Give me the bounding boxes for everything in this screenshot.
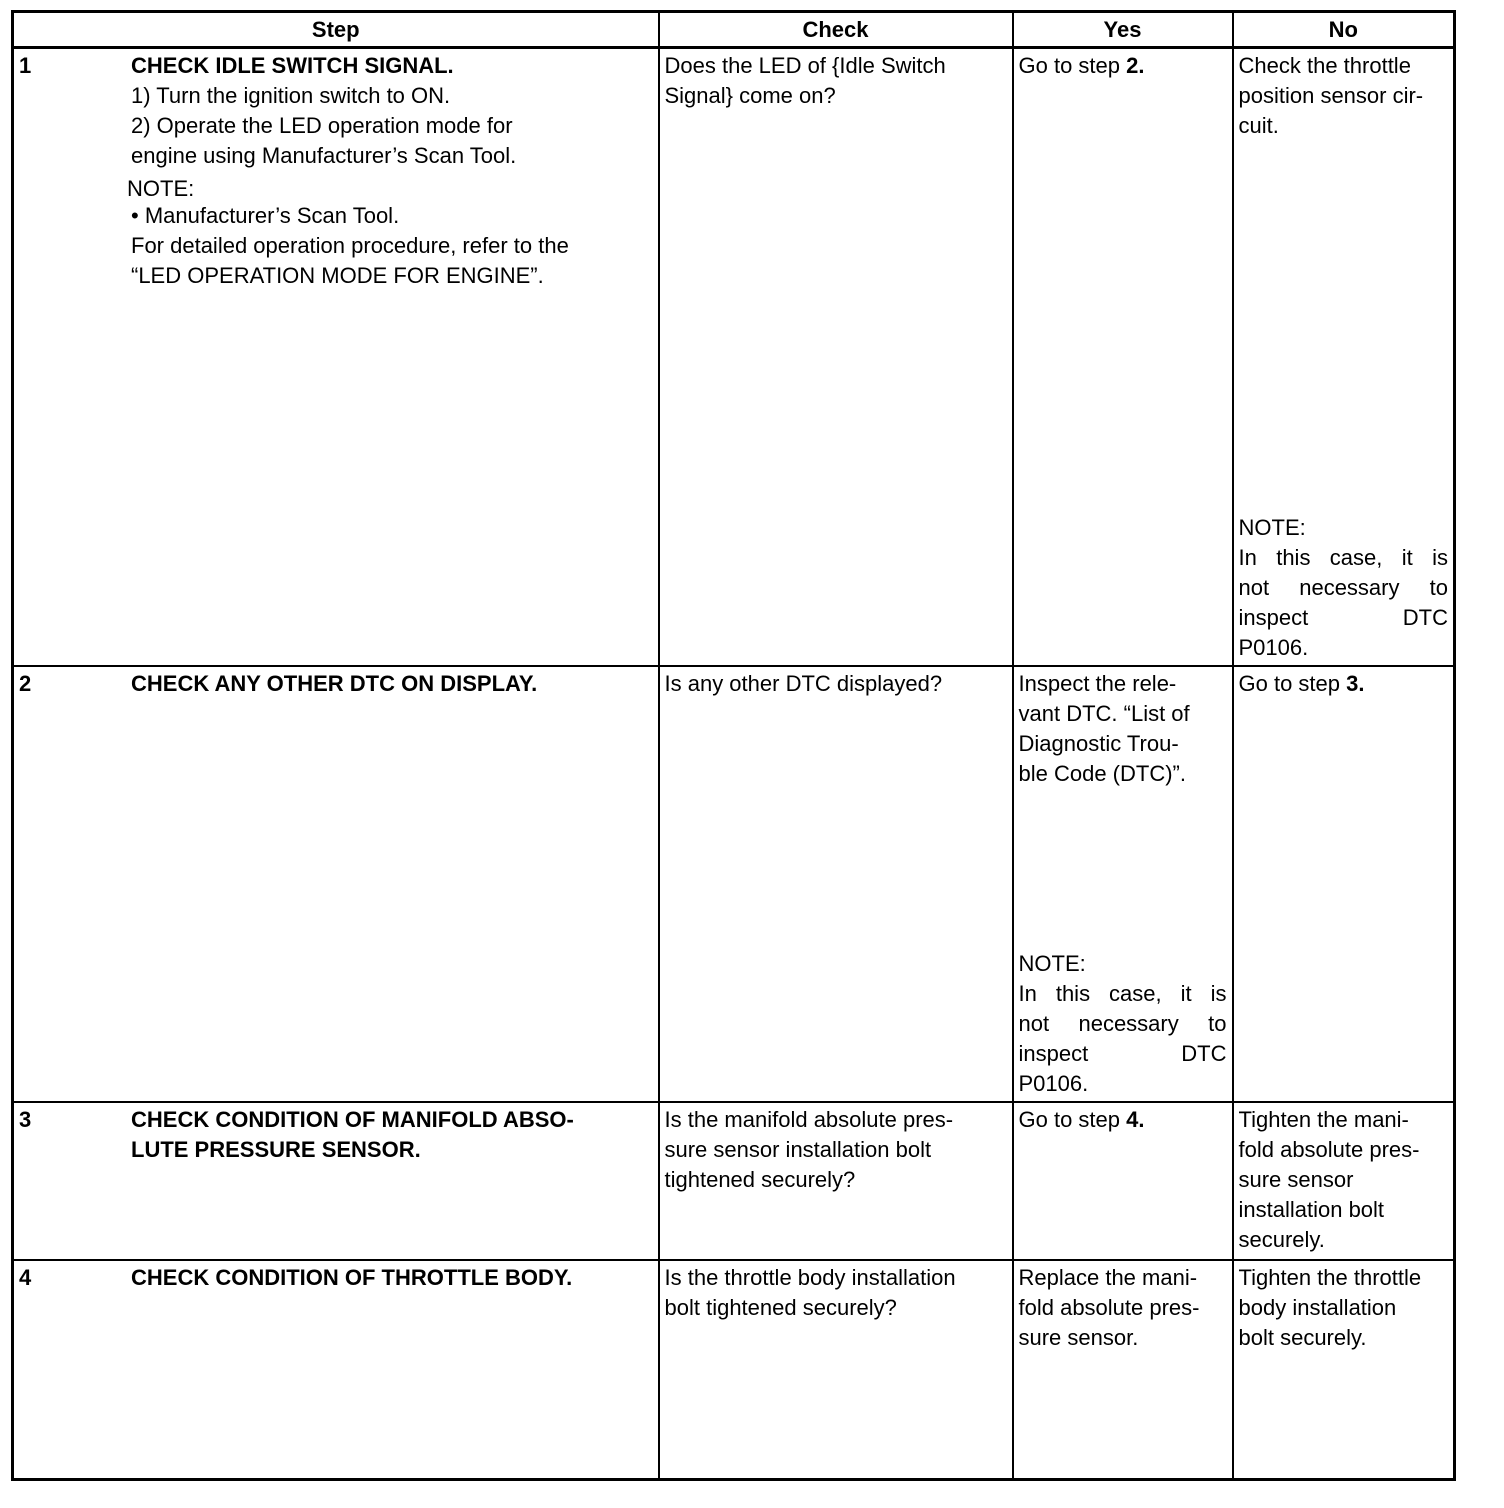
header-yes: Yes xyxy=(1013,12,1233,48)
note-text: P0106. xyxy=(1238,635,1309,660)
check-cell xyxy=(659,1260,1013,1480)
check-text: Is the throttle body installation xyxy=(664,1265,956,1290)
step-cell xyxy=(13,1102,659,1260)
no-text: installation bolt xyxy=(1238,1197,1385,1222)
no-text: body installation xyxy=(1238,1295,1397,1320)
no-text: sure sensor xyxy=(1238,1167,1354,1192)
yes-text: Replace the mani- xyxy=(1018,1265,1198,1290)
yes-step-ref: 4. xyxy=(1126,1107,1145,1132)
table-row xyxy=(13,1260,1455,1480)
check-text: Signal} come on? xyxy=(664,83,836,108)
note-label: NOTE: xyxy=(1238,515,1306,540)
note-text: P0106. xyxy=(1018,1071,1089,1096)
no-text: Tighten the throttle xyxy=(1238,1265,1422,1290)
step-number: 3 xyxy=(19,1107,32,1132)
no-text: position sensor cir- xyxy=(1238,83,1424,108)
no-cell xyxy=(1233,48,1455,667)
step-instruction: 2) Operate the LED operation mode for xyxy=(131,113,513,138)
step-number: 1 xyxy=(19,53,32,78)
yes-text: ble Code (DTC)”. xyxy=(1018,761,1186,786)
check-text: tightened securely? xyxy=(664,1167,856,1192)
no-cell xyxy=(1233,666,1455,1102)
check-text: bolt tightened securely? xyxy=(664,1295,897,1320)
yes-text: sure sensor. xyxy=(1018,1325,1139,1350)
step-number: 2 xyxy=(19,671,32,696)
no-text: fold absolute pres- xyxy=(1238,1137,1420,1162)
no-text: Check the throttle xyxy=(1238,53,1411,78)
step-title: LUTE PRESSURE SENSOR. xyxy=(131,1137,421,1162)
step-content xyxy=(131,1105,636,1165)
check-cell xyxy=(659,666,1013,1102)
note-text: not necessary to xyxy=(1018,1011,1227,1036)
step-content xyxy=(131,669,636,699)
check-cell xyxy=(659,1102,1013,1260)
step-content xyxy=(131,1263,636,1293)
check-text: Is any other DTC displayed? xyxy=(664,671,943,696)
yes-text: vant DTC. “List of xyxy=(1018,701,1190,726)
yes-note xyxy=(1019,949,1227,1099)
yes-text: Go to step xyxy=(1018,53,1127,78)
note-text: In this case, it is xyxy=(1238,545,1448,570)
no-note xyxy=(1239,513,1449,663)
step-title: CHECK ANY OTHER DTC ON DISPLAY. xyxy=(131,671,538,696)
note-text: In this case, it is xyxy=(1018,981,1227,1006)
no-text: Tighten the mani- xyxy=(1238,1107,1409,1132)
no-step-ref: 3. xyxy=(1346,671,1365,696)
yes-cell xyxy=(1013,48,1233,667)
yes-cell xyxy=(1013,1102,1233,1260)
no-text: cuit. xyxy=(1238,113,1279,138)
step-cell xyxy=(13,666,659,1102)
yes-text: fold absolute pres- xyxy=(1018,1295,1200,1320)
note-text: “LED OPERATION MODE FOR ENGINE”. xyxy=(131,263,544,288)
check-cell xyxy=(659,48,1013,667)
step-instruction: engine using Manufacturer’s Scan Tool. xyxy=(131,143,517,168)
step-title: CHECK IDLE SWITCH SIGNAL. xyxy=(131,53,454,78)
note-text: not necessary to xyxy=(1238,575,1448,600)
step-cell xyxy=(13,1260,659,1480)
yes-text: Diagnostic Trou- xyxy=(1018,731,1179,756)
step-title: CHECK CONDITION OF MANIFOLD ABSO- xyxy=(131,1107,574,1132)
table-row xyxy=(13,48,1455,667)
note-bullet: • Manufacturer’s Scan Tool. xyxy=(131,203,400,228)
note-label: NOTE: xyxy=(1018,951,1086,976)
check-text: sure sensor installation bolt xyxy=(664,1137,932,1162)
note-text: inspect DTC xyxy=(1018,1041,1227,1066)
no-text: securely. xyxy=(1238,1227,1325,1252)
yes-text: Go to step xyxy=(1018,1107,1127,1132)
step-cell xyxy=(13,48,659,667)
yes-cell xyxy=(1013,666,1233,1102)
header-step: Step xyxy=(13,12,659,48)
step-title: CHECK CONDITION OF THROTTLE BODY. xyxy=(131,1265,573,1290)
yes-text: Inspect the rele- xyxy=(1018,671,1177,696)
table-row xyxy=(13,666,1455,1102)
header-no: No xyxy=(1233,12,1455,48)
step-instruction: 1) Turn the ignition switch to ON. xyxy=(131,83,451,108)
note-text: inspect DTC xyxy=(1238,605,1448,630)
note-text: For detailed operation procedure, refer to the xyxy=(131,233,569,258)
note-label: NOTE: xyxy=(127,176,195,201)
no-text: bolt securely. xyxy=(1238,1325,1367,1350)
header-check: Check xyxy=(659,12,1013,48)
table-row xyxy=(13,1102,1455,1260)
diagnosis-table xyxy=(11,10,1456,1481)
table-header-row xyxy=(13,12,1455,48)
check-text: Is the manifold absolute pres- xyxy=(664,1107,954,1132)
no-cell xyxy=(1233,1102,1455,1260)
yes-cell xyxy=(1013,1260,1233,1480)
step-number: 4 xyxy=(19,1265,32,1290)
check-text: Does the LED of {Idle Switch xyxy=(664,53,946,78)
step-content xyxy=(127,51,636,291)
no-text: Go to step xyxy=(1238,671,1347,696)
yes-step-ref: 2. xyxy=(1126,53,1145,78)
no-cell xyxy=(1233,1260,1455,1480)
